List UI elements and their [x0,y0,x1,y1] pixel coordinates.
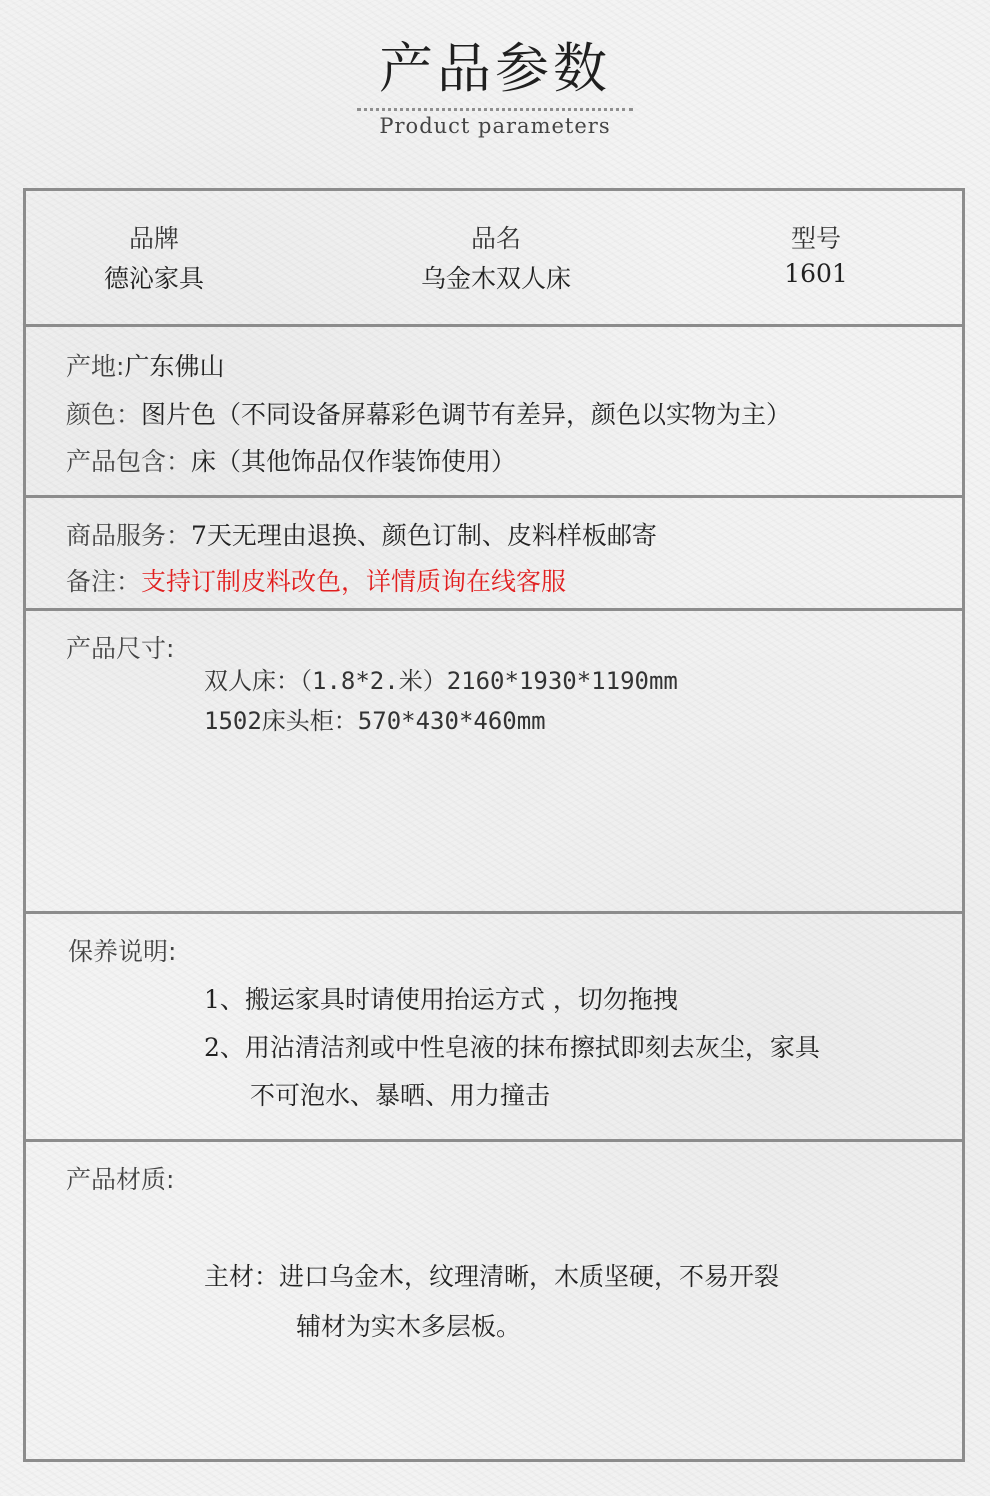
model-value: 1601 [784,259,848,288]
origin-label: 产地: [66,352,125,381]
color-label: 颜色： [66,400,142,429]
service-label: 商品服务： [66,521,192,550]
model-column [756,219,876,288]
remark-line [66,562,566,598]
model-label: 型号 [790,224,841,253]
size-nightstand-line: 1502床头柜：570*430*460mm [204,707,546,735]
size-label-line [66,629,174,665]
product-name-value: 乌金木双人床 [420,264,571,293]
care-line-3: 不可泡水、暴晒、用力撞击 [250,1081,551,1110]
origin-line [66,347,224,383]
size-row [26,608,962,911]
care-line-1: 1、搬运家具时请使用抬运方式 ，切勿拖拽 [204,985,678,1014]
color-line [66,395,791,431]
service-row [26,495,962,608]
brand-column [74,219,234,295]
care-label-line [68,932,176,968]
material-label: 产品材质: [66,1165,175,1194]
title-dotted-divider [357,108,633,111]
care-label: 保养说明: [68,937,177,966]
parameters-table [23,188,965,1462]
remark-value: 支持订制皮料改色，详情质询在线客服 [141,567,567,596]
brand-label: 品牌 [128,224,179,253]
page-subtitle: Product parameters [379,114,611,138]
product-name-label: 品名 [470,224,521,253]
material-label-line [66,1160,174,1196]
care-line-2: 2、用沾清洁剂或中性皂液的抹布擦拭即刻去灰尘，家具 [204,1033,820,1062]
service-value: 7天无理由退换、颜色订制、皮料样板邮寄 [191,521,657,550]
color-value: 图片色（不同设备屏幕彩色调节有差异，颜色以实物为主） [141,400,792,429]
product-name-column [396,219,596,295]
material-row [26,1139,962,1462]
general-info-row [26,324,962,495]
package-label: 产品包含： [66,447,192,476]
material-aux-line: 辅材为实木多层板。 [296,1312,522,1341]
page-title: 产品参数 [379,37,611,100]
remark-label: 备注： [66,567,142,596]
service-line [66,516,657,552]
basic-info-row [26,191,962,324]
origin-value: 广东佛山 [124,352,225,381]
brand-value: 德沁家具 [103,264,204,293]
care-row [26,911,962,1139]
material-main-line: 主材：进口乌金木，纹理清晰，木质坚硬，不易开裂 [204,1262,780,1291]
size-label: 产品尺寸: [66,634,175,663]
size-bed-line: 双人床：（1.8*2.米）2160*1930*1190mm [204,667,678,695]
package-value: 床（其他饰品仅作装饰使用） [191,447,517,476]
package-line [66,442,516,478]
